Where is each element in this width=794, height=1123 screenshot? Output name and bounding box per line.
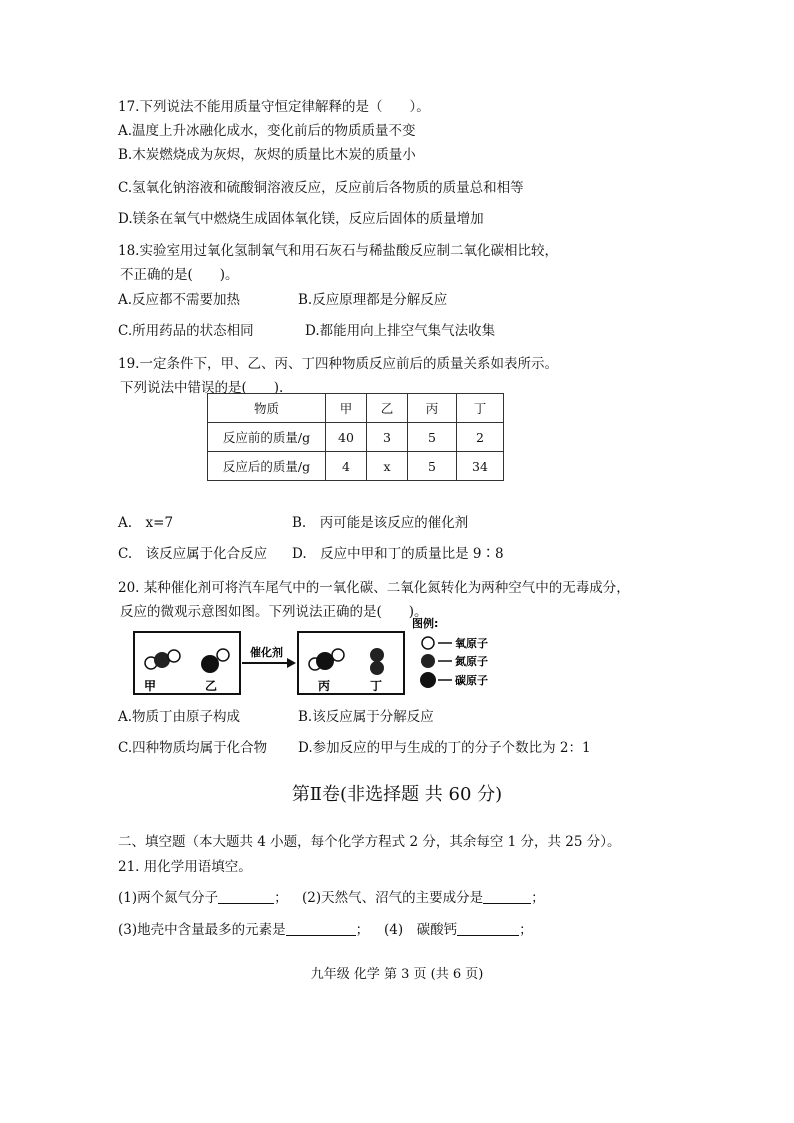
q18-option-a: A.反应都不需要加热 — [118, 292, 241, 308]
q21-part-1: (1)两个氮气分子 ； — [118, 890, 288, 906]
table-cell: 34 — [457, 452, 504, 481]
q17-stem: 17.下列说法不能用质量守恒定律解释的是（ ）。 — [118, 99, 430, 115]
table-cell: 反应后的质量/g — [208, 452, 326, 481]
q21-part-4: (4) 碳酸钙 ； — [384, 922, 533, 938]
legend-nitrogen: 氮原子 — [455, 655, 488, 668]
table-cell: 丙 — [408, 394, 457, 423]
nitrogen-legend-icon — [421, 654, 435, 668]
legend-oxygen: 氧原子 — [455, 637, 488, 650]
q21-part-3: (3)地壳中含量最多的元素是 ； — [118, 922, 370, 938]
q20-stem-line1: 20. 某种催化剂可将汽车尾气中的一氧化碳、二氧化氮转化为两种空气中的无毒成分， — [118, 580, 630, 596]
answer-blank[interactable] — [457, 921, 519, 936]
table-cell: 甲 — [326, 394, 367, 423]
answer-blank[interactable] — [483, 889, 531, 904]
q18-option-b: B.反应原理都是分解反应 — [298, 292, 448, 308]
legend-title: 图例: — [412, 617, 439, 630]
q17-option-b: B.木炭燃烧成为灰烬，灰烬的质量比木炭的质量小 — [118, 147, 416, 163]
table-cell: 5 — [408, 452, 457, 481]
q18-stem-line2: 不正确的是( )。 — [120, 267, 239, 283]
oxygen-legend-icon — [422, 637, 434, 649]
label-yi: 乙 — [205, 679, 218, 693]
carbon-legend-icon — [420, 672, 436, 688]
table-cell: 物质 — [208, 394, 326, 423]
label-ding: 丁 — [370, 679, 383, 693]
q19-option-b: B. 丙可能是该反应的催化剂 — [292, 515, 469, 531]
carbon-atom-icon — [201, 655, 219, 673]
q17-option-a: A.温度上升冰融化成水，变化前后的物质质量不变 — [118, 123, 416, 139]
nitrogen-atom-icon — [370, 661, 384, 675]
q20-option-a: A.物质丁由原子构成 — [118, 709, 241, 725]
table-cell: 40 — [326, 423, 367, 452]
table-cell: 3 — [367, 423, 408, 452]
table-cell: x — [367, 452, 408, 481]
q19-option-a: A. x=7 — [118, 515, 174, 531]
table-cell: 5 — [408, 423, 457, 452]
oxygen-atom-icon — [332, 649, 344, 661]
q18-stem-line1: 18.实验室用过氧化氢制氧气和用石灰石与稀盐酸反应制二氧化碳相比较， — [118, 243, 558, 259]
section-intro: 二、填空题（本大题共 4 小题，每个化学方程式 2 分，其余每空 1 分，共 25 分）。 — [118, 834, 621, 850]
nitrogen-atom-icon — [370, 648, 384, 662]
table-cell: 反应前的质量/g — [208, 423, 326, 452]
q17-option-d: D.镁条在氧气中燃烧生成固体氧化镁，反应后固体的质量增加 — [118, 211, 484, 227]
label-bing: 丙 — [318, 679, 331, 693]
label-jia: 甲 — [144, 679, 157, 693]
q21-p2-text: (2)天然气、沼气的主要成分是 — [302, 890, 484, 906]
q19-option-d: D. 反应中甲和丁的质量比是 9∶8 — [292, 546, 504, 562]
q21-stem: 21. 用化学用语填空。 — [118, 859, 252, 875]
q20-stem-line2: 反应的微观示意图如图。下列说法正确的是( )。 — [120, 604, 428, 620]
q21-p1-text: (1)两个氮气分子 — [118, 890, 219, 906]
table-cell: 2 — [457, 423, 504, 452]
legend-carbon: 碳原子 — [455, 674, 488, 687]
page-footer: 九年级 化学 第 3 页 (共 6 页) — [310, 967, 484, 982]
q18-option-d: D.都能用向上排空气集气法收集 — [305, 323, 496, 339]
q18-option-c: C.所用药品的状态相同 — [118, 323, 254, 339]
arrow-head-icon — [287, 658, 296, 668]
table-cell: 丁 — [457, 394, 504, 423]
oxygen-atom-icon — [217, 649, 229, 661]
q21-part-2: (2)天然气、沼气的主要成分是 ； — [302, 890, 545, 906]
q19-stem-line2: 下列说法中错误的是( ). — [120, 380, 284, 396]
q21-p4-text: (4) 碳酸钙 — [384, 922, 458, 938]
oxygen-atom-icon — [168, 650, 180, 662]
q20-option-c: C.四种物质均属于化合物 — [118, 740, 268, 756]
answer-blank[interactable] — [286, 921, 356, 936]
q17-option-c: C.氢氧化钠溶液和硫酸铜溶液反应，反应前后各物质的质量总和相等 — [118, 180, 524, 196]
table-cell: 4 — [326, 452, 367, 481]
q19-option-c: C. 该反应属于化合反应 — [118, 546, 268, 562]
catalyst-label: 催化剂 — [250, 646, 283, 659]
q20-option-b: B.该反应属于分解反应 — [298, 709, 434, 725]
table-cell: 乙 — [367, 394, 408, 423]
section-title: 第Ⅱ卷(非选择题 共 60 分) — [291, 784, 503, 805]
answer-blank[interactable] — [218, 889, 274, 904]
q21-p3-text: (3)地壳中含量最多的元素是 — [118, 922, 286, 938]
q19-stem-line1: 19.一定条件下，甲、乙、丙、丁四种物质反应前后的质量关系如表所示。 — [118, 356, 558, 372]
q20-option-d: D.参加反应的甲与生成的丁的分子个数比为 2：1 — [298, 740, 591, 756]
